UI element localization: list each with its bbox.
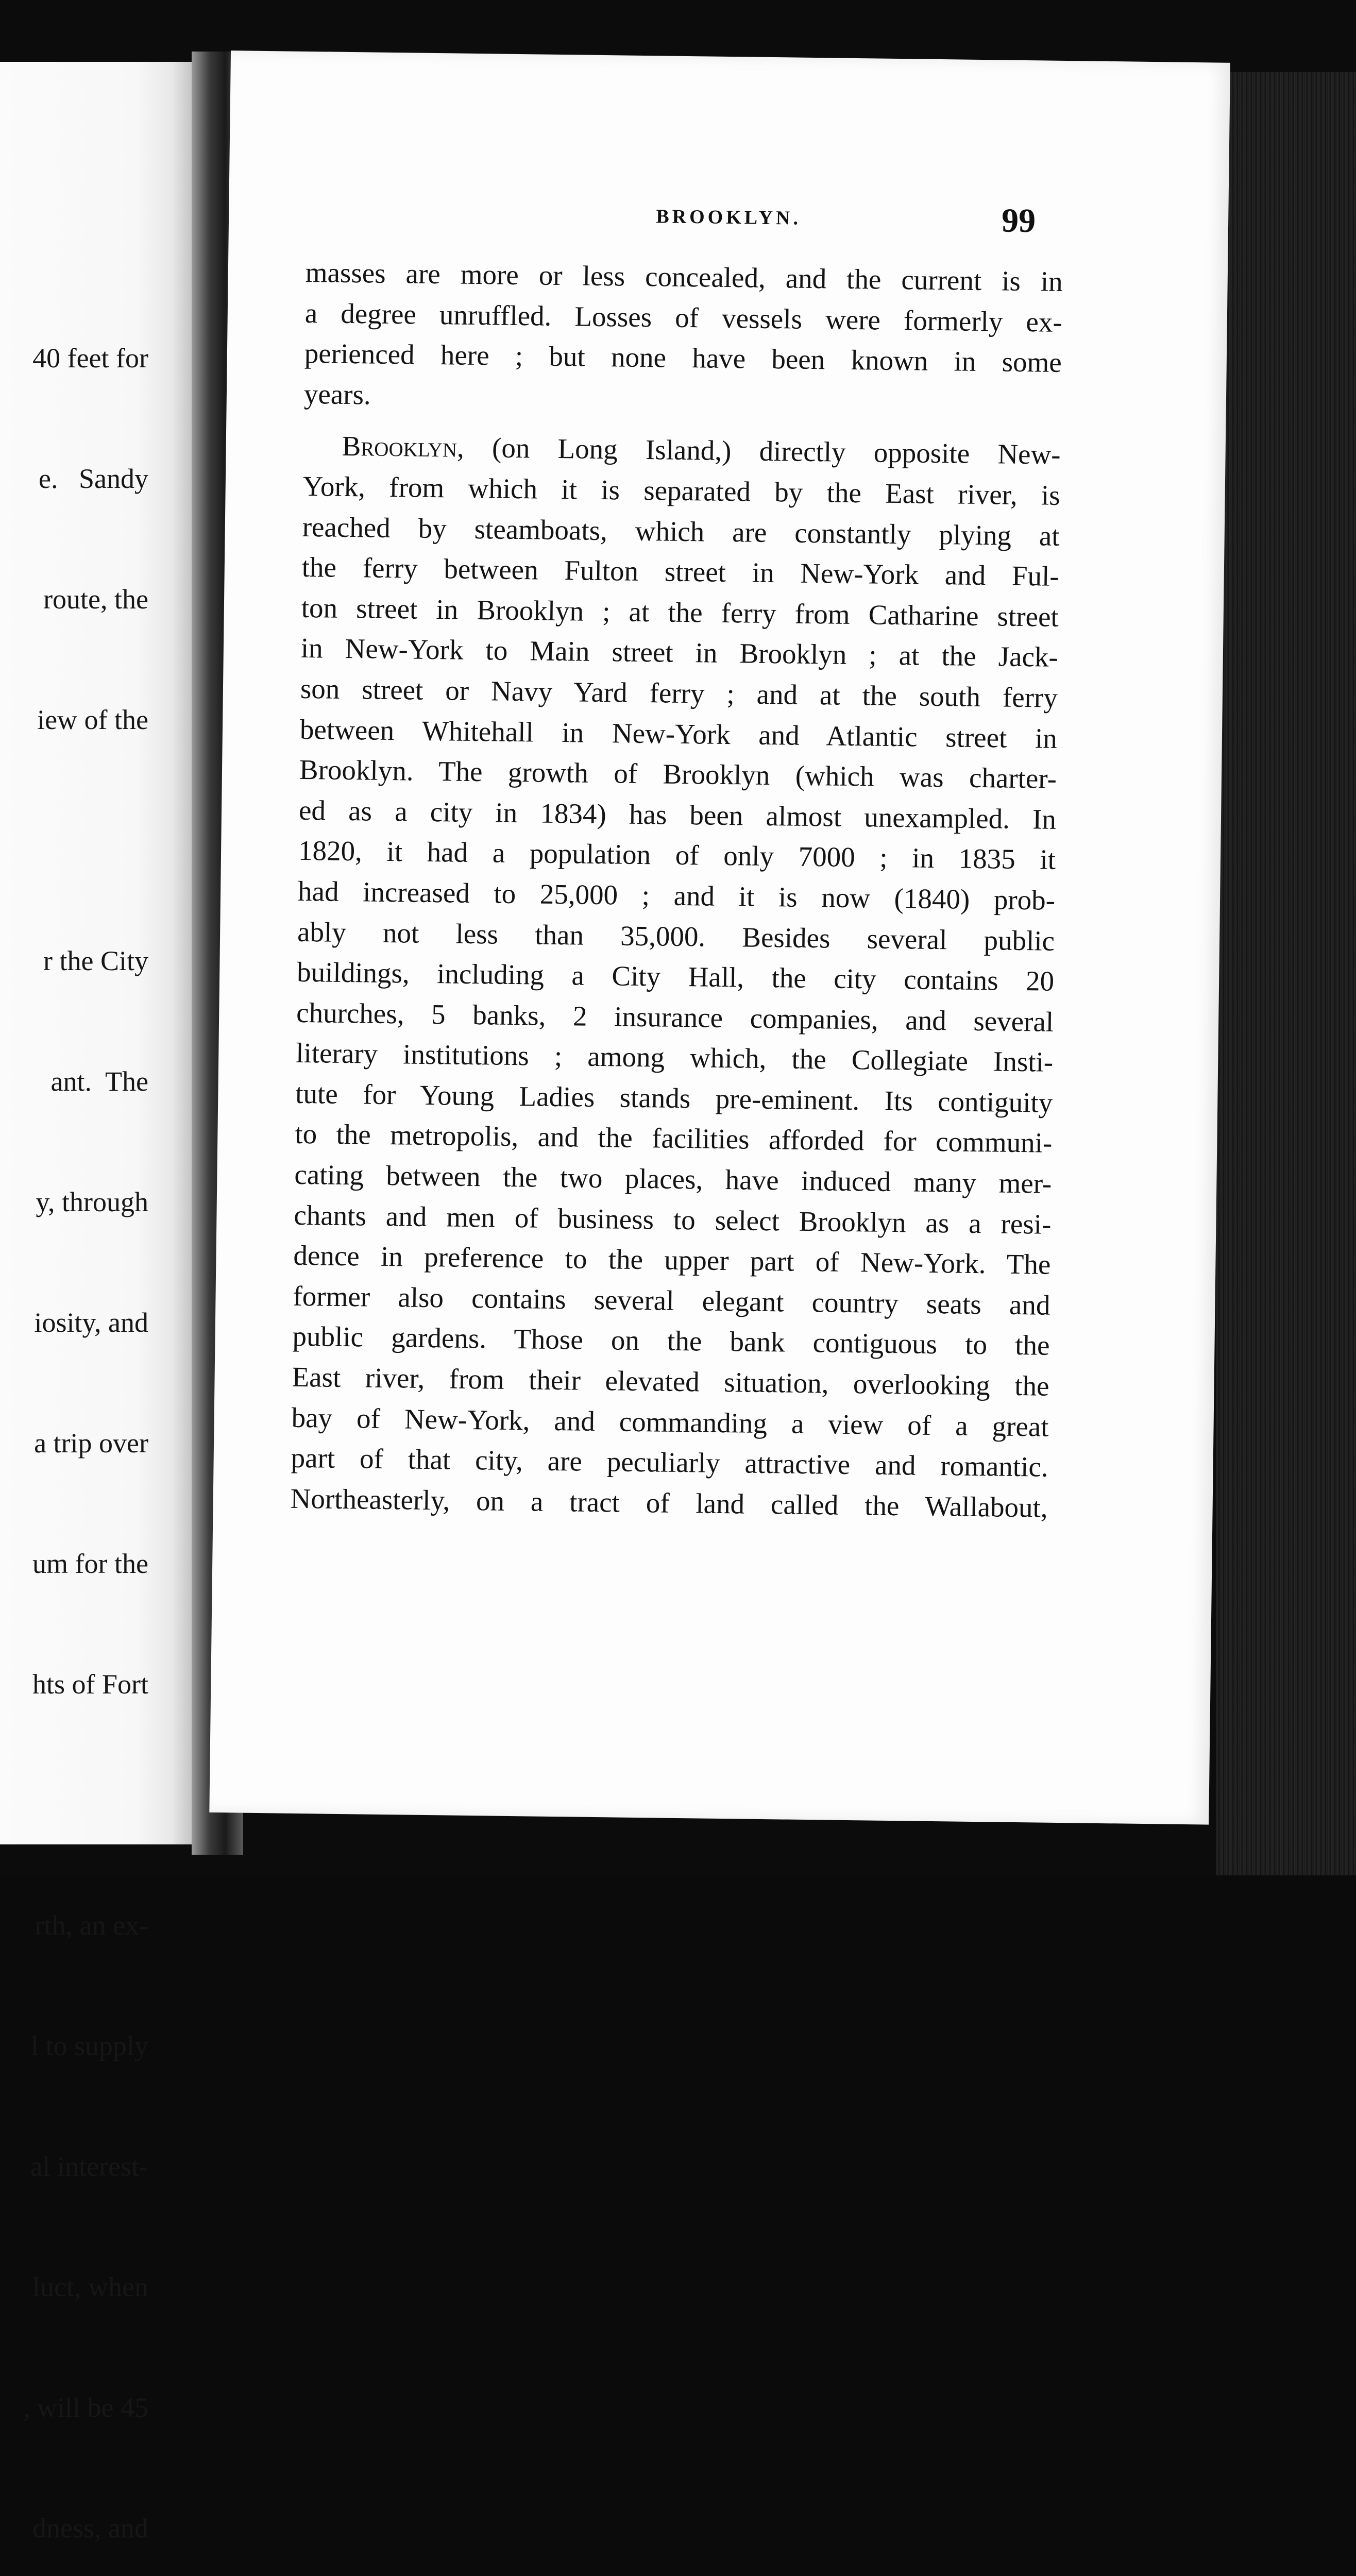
paragraph-lead-word: Brooklyn, <box>342 430 465 464</box>
previous-page-line: route, the <box>43 584 148 615</box>
previous-page-line: dness, and <box>32 2513 148 2544</box>
previous-page-line: a trip over <box>34 1428 148 1459</box>
text-line: perienced here ; but none have been known in some <box>304 337 1062 379</box>
text-line: York, from which it is separated by the East river, is <box>302 470 1061 511</box>
text-line: years. <box>303 378 371 411</box>
previous-page-line <box>0 1785 148 1825</box>
text-line: had increased to 25,000 ; and it is now (1840) prob- <box>297 875 1056 916</box>
text-line: masses are more or less concealed, and the current is in <box>305 256 1063 297</box>
previous-page-line: luct, when <box>32 2272 148 2302</box>
text-line: ton street in Brooklyn ; at the ferry from Catharine street <box>301 591 1059 633</box>
previous-page-line: iosity, and <box>34 1307 148 1338</box>
text-line: part of that city, are peculiarly attractive and romantic. <box>291 1442 1048 1483</box>
text-line: 1820, it had a population of only 7000 ; in 1835 it <box>298 835 1056 876</box>
running-head <box>229 195 1229 253</box>
current-page <box>209 50 1230 1824</box>
previous-page-fragment <box>0 62 196 2544</box>
text-line: buildings, including a City Hall, the city contains 20 <box>296 956 1055 997</box>
text-line: ably not less than 35,000. Besides several public <box>297 916 1055 957</box>
previous-page-line: al interest- <box>30 2151 148 2182</box>
text-line: son street or Navy Yard ferry ; and at the south ferry <box>300 672 1058 714</box>
page-body-text <box>290 252 1063 1528</box>
text-line: ed as a city in 1834) has been almost unexampled. In <box>298 794 1057 835</box>
text-line: Northeasterly, on a tract of land called the Wallabout, <box>290 1482 1048 1523</box>
text-line: between Whitehall in New-York and Atlantic street in <box>299 713 1058 754</box>
page-edges <box>1216 72 1356 1875</box>
previous-page-line: e. Sandy <box>39 463 148 494</box>
previous-page-line: l to supply <box>30 2030 148 2061</box>
previous-page-line: rth, an ex- <box>35 1910 148 1941</box>
previous-page-line: y, through <box>36 1187 148 1217</box>
text-line: in New-York to Main street in Brooklyn ; at the Jack- <box>300 632 1059 673</box>
text-line: the ferry between Fulton street in New-York and Ful- <box>301 551 1060 592</box>
text-line: chants and men of business to select Brooklyn as a resi- <box>294 1199 1052 1240</box>
text-line: cating between the two places, have induced many mer- <box>294 1158 1052 1199</box>
text-line: tute for Young Ladies stands pre-eminent. Its contiguity <box>295 1077 1053 1118</box>
text-line: bay of New-York, and commanding a view of a great <box>291 1401 1049 1443</box>
text-line: East river, from their elevated situation, overlooking the <box>292 1361 1049 1402</box>
running-head-title: BROOKLYN. <box>656 206 802 229</box>
text-line: dence in preference to the upper part of New-York. The <box>293 1240 1051 1281</box>
text-line: to the metropolis, and the facilities afforded for communi- <box>295 1118 1053 1159</box>
text-line: public gardens. Those on the bank contiguous to the <box>292 1320 1050 1362</box>
paragraph-first-line-rest: (on Long Island,) directly opposite New- <box>464 432 1061 471</box>
previous-page-line: um for the <box>32 1548 148 1579</box>
text-line: reached by steamboats, which are constantly plying at <box>302 511 1060 552</box>
previous-page-line: , will be 45 <box>23 2392 148 2423</box>
previous-page-line <box>0 820 148 860</box>
text-line: former also contains several elegant country seats and <box>293 1280 1050 1321</box>
text-line: a degree unruffled. Losses of vessels were formerly ex- <box>304 297 1063 338</box>
previous-page-line: hts of Fort <box>32 1669 148 1700</box>
page-number: 99 <box>1001 201 1036 240</box>
text-line: Brooklyn. The growth of Brooklyn (which was charter- <box>299 754 1057 794</box>
previous-page-line: ant. The <box>50 1066 148 1097</box>
previous-page-line: r the City <box>43 945 148 976</box>
previous-page-text <box>0 258 148 2576</box>
text-line: churches, 5 banks, 2 insurance companies, and several <box>296 996 1054 1038</box>
text-line: literary institutions ; among which, the Collegiate Insti- <box>295 1037 1054 1078</box>
previous-page-line: iew of the <box>37 704 148 735</box>
previous-page-line: 40 feet for <box>32 343 148 374</box>
